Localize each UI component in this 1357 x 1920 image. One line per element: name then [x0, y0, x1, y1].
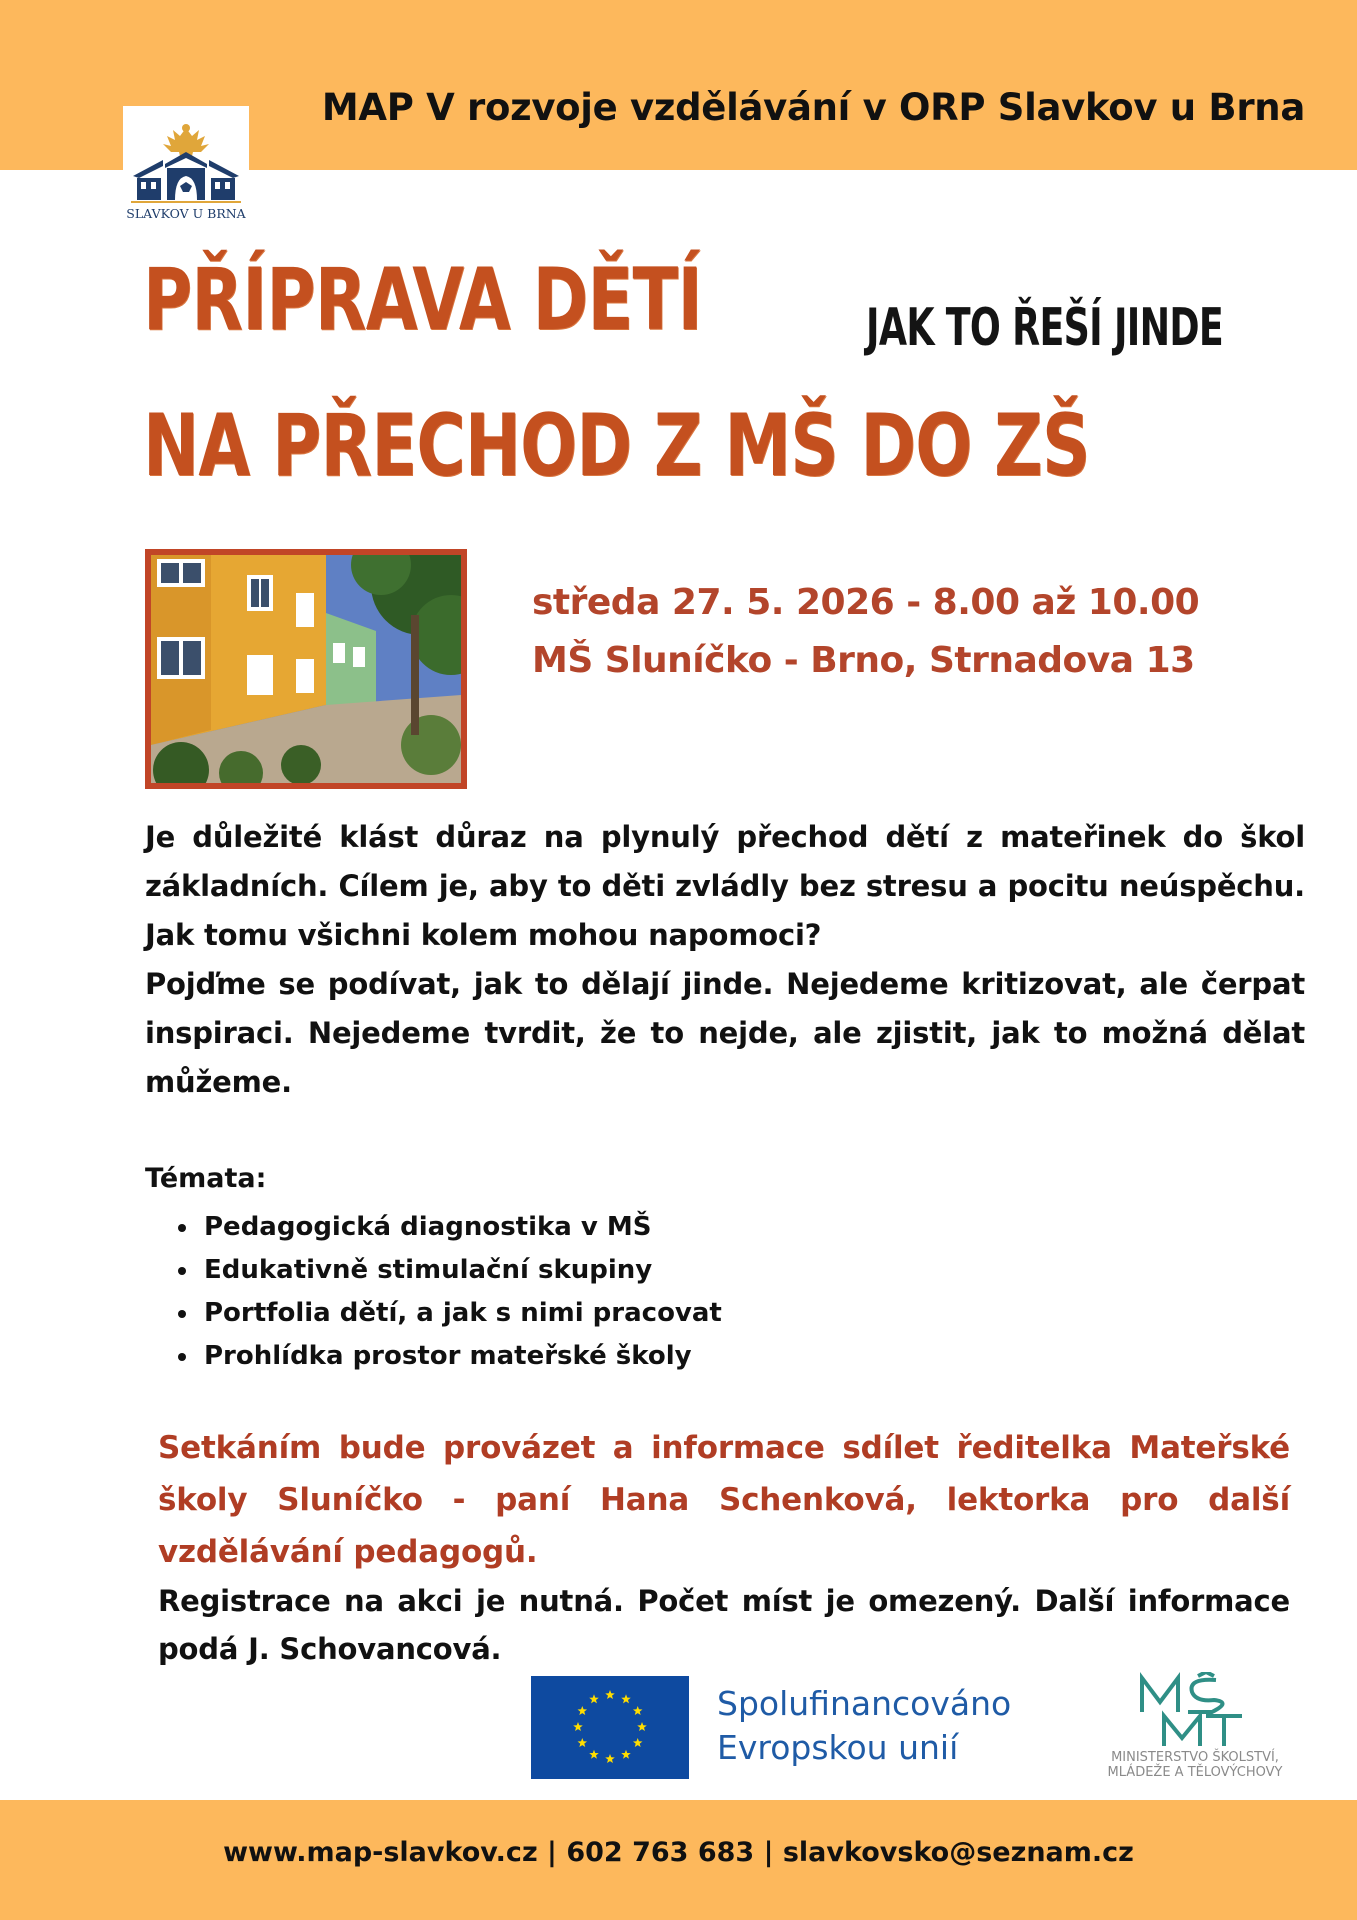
- event-date-time: středa 27. 5. 2026 - 8.00 až 10.00: [532, 582, 1200, 623]
- event-location: MŠ Sluníčko - Brno, Strnadova 13: [532, 640, 1195, 681]
- topic-item: • Edukativně stimulační skupiny: [200, 1249, 722, 1292]
- slavkov-logo: [123, 106, 249, 228]
- intro-text: [145, 813, 1305, 1107]
- speaker-text: Setkáním bude provázet a informace sdílet ředitelka Mateřské školy Sluníčko - paní Hana Schenková, lektorka pro další vzdělávání pedagogů.: [158, 1430, 1290, 1570]
- msmt-logo: [1080, 1672, 1310, 1787]
- eu-flag-icon: [531, 1676, 689, 1779]
- eu-star: [605, 1690, 615, 1699]
- eu-stars-icon: [531, 1676, 689, 1779]
- eu-star: [605, 1754, 615, 1763]
- headline-line-1: PŘÍPRAVA DĚTÍ: [143, 250, 702, 350]
- logo-text: SLAVKOV U BRNA: [126, 206, 246, 221]
- intro-paragraph-1: Je důležité klást důraz na plynulý přechod dětí z mateřinek do škol základních. Cílem je, aby to děti zvládly bez stresu a pocitu neúspěchu. Jak tomu všichni kolem mohou napomoci?: [145, 820, 1305, 952]
- header-title: MAP V rozvoje vzdělávání v ORP Slavkov u Brna: [321, 86, 1305, 129]
- kindergarten-building-image: [151, 555, 461, 783]
- footer-contact: www.map-slavkov.cz | 602 763 683 | slavkovsko@seznam.cz: [223, 1837, 1134, 1868]
- registration-text: Registrace na akci je nutná. Počet míst je omezený. Další informace podá J. Schovancová.: [158, 1584, 1290, 1666]
- eu-star: [621, 1694, 631, 1703]
- msmt-line-2: MLÁDEŽE A TĚLOVÝCHOVY: [1107, 1765, 1283, 1780]
- eu-star: [621, 1750, 631, 1759]
- eu-funding-text: [717, 1682, 1011, 1770]
- slavkov-eagle-logo-icon: [123, 106, 249, 206]
- eu-star: [637, 1722, 647, 1731]
- msmt-line-1: MINISTERSTVO ŠKOLSTVÍ,: [1111, 1750, 1279, 1765]
- kindergarten-photo: [145, 549, 467, 789]
- eu-funding-line-1: Spolufinancováno: [717, 1684, 1012, 1723]
- eu-star: [589, 1750, 599, 1759]
- event-info: [532, 574, 1199, 690]
- topic-item: • Pedagogická diagnostika v MŠ: [200, 1206, 722, 1249]
- intro-paragraph-2: Pojďme se podívat, jak to dělají jinde. Nejedeme kritizovat, ale čerpat inspiraci. Nejedeme tvrdit, že to nejde, ale zjistit, jak to možná dělat můžeme.: [145, 967, 1305, 1099]
- eu-star: [633, 1738, 643, 1747]
- msmt-monogram-icon: [1080, 1672, 1310, 1750]
- eu-star: [633, 1706, 643, 1715]
- topics-list: [170, 1206, 722, 1378]
- eu-star: [578, 1706, 588, 1715]
- eu-star: [578, 1738, 588, 1747]
- eu-funding-line-2: Evropskou unií: [717, 1728, 959, 1767]
- topics-title: Témata:: [145, 1163, 267, 1194]
- eu-star: [589, 1694, 599, 1703]
- topic-item: • Prohlídka prostor mateřské školy: [200, 1335, 722, 1378]
- topic-item: • Portfolia dětí, a jak s nimi pracovat: [200, 1292, 722, 1335]
- eu-star: [573, 1722, 583, 1731]
- msmt-text: [1080, 1750, 1310, 1780]
- headline-tag: JAK TO ŘEŠÍ JINDE: [866, 298, 1224, 358]
- headline-line-2: NA PŘECHOD Z MŠ DO ZŠ: [143, 396, 1090, 496]
